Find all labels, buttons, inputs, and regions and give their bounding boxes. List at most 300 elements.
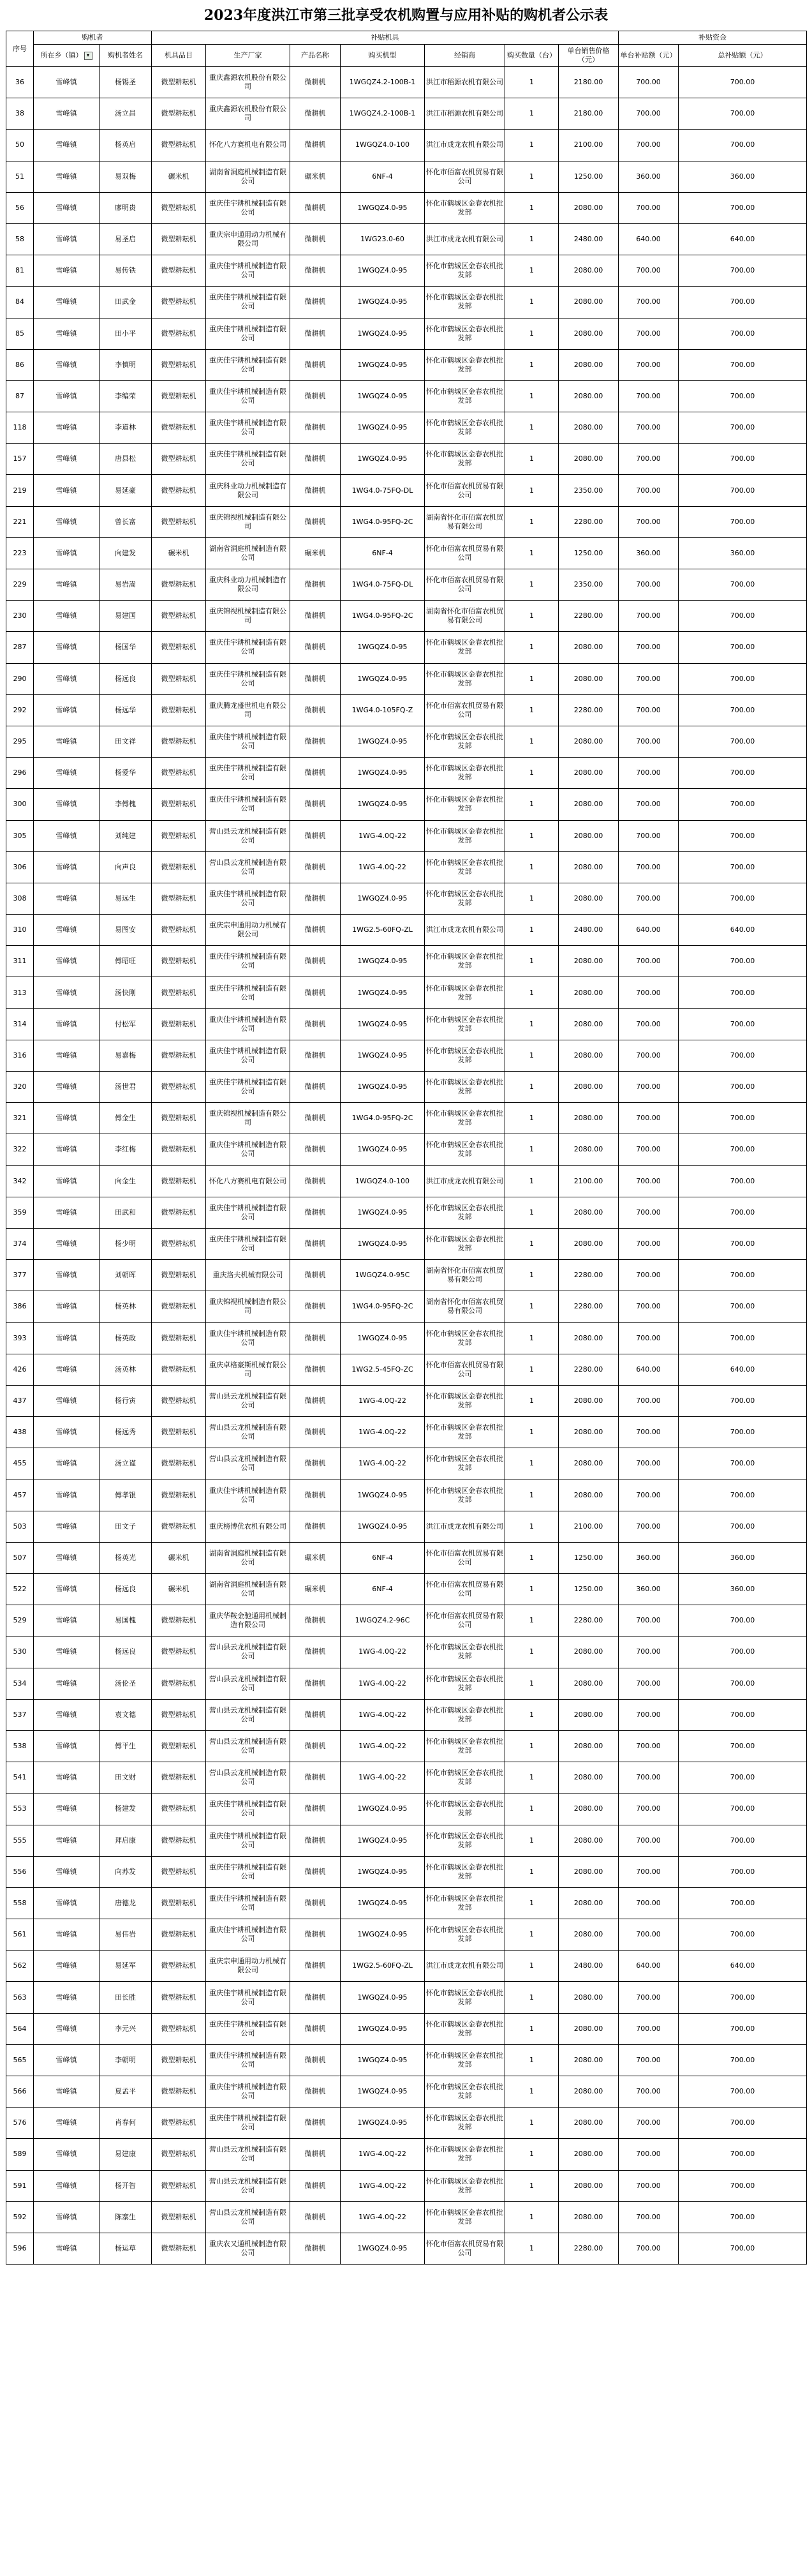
cell-town: 雪峰镇 <box>34 946 100 977</box>
cell-name: 田武金 <box>100 287 152 318</box>
cell-qty: 1 <box>505 1762 559 1793</box>
cell-unit-subsidy: 700.00 <box>619 1385 679 1416</box>
cell-town: 雪峰镇 <box>34 569 100 601</box>
header-group-fund: 补贴资金 <box>619 31 807 45</box>
cell-price: 2080.00 <box>559 883 619 914</box>
cell-unit-subsidy: 700.00 <box>619 2233 679 2264</box>
cell-product: 微耕机 <box>290 1793 341 1825</box>
cell-product: 微耕机 <box>290 1008 341 1040</box>
cell-item: 微型耕耘机 <box>152 2201 206 2233</box>
table-row <box>6 1197 807 1228</box>
cell-name: 田武和 <box>100 1197 152 1228</box>
cell-total-subsidy: 700.00 <box>679 1228 807 1259</box>
cell-total-subsidy: 700.00 <box>679 1417 807 1448</box>
cell-model: 1WGQZ4.0-95 <box>341 2044 425 2076</box>
cell-price: 2080.00 <box>559 1699 619 1730</box>
cell-product: 微耕机 <box>290 1448 341 1479</box>
cell-qty: 1 <box>505 632 559 663</box>
table-row <box>6 1448 807 1479</box>
cell-maker: 重庆佳宇耕机械制造有限公司 <box>206 2013 290 2044</box>
cell-qty: 1 <box>505 2044 559 2076</box>
cell-price: 2080.00 <box>559 1887 619 1919</box>
cell-model: 1WG4.0-75FQ-DL <box>341 569 425 601</box>
table-row <box>6 1825 807 1856</box>
cell-product: 微耕机 <box>290 506 341 537</box>
cell-qty: 1 <box>505 192 559 223</box>
table-row <box>6 161 807 192</box>
cell-town: 雪峰镇 <box>34 1919 100 1951</box>
cell-price: 2080.00 <box>559 663 619 694</box>
cell-dealer: 怀化市鹤城区金春农机批发部 <box>425 1668 505 1699</box>
cell-product: 微耕机 <box>290 1825 341 1856</box>
table-row <box>6 444 807 475</box>
cell-product: 微耕机 <box>290 2076 341 2108</box>
cell-maker: 营山县云龙机械制造有限公司 <box>206 1417 290 1448</box>
cell-qty: 1 <box>505 663 559 694</box>
cell-product: 微耕机 <box>290 223 341 255</box>
cell-dealer: 怀化市鹤城区金春农机批发部 <box>425 412 505 444</box>
cell-seq: 311 <box>6 946 34 977</box>
cell-model: 1WG-4.0Q-22 <box>341 1730 425 1762</box>
cell-price: 2280.00 <box>559 1354 619 1385</box>
cell-product: 微耕机 <box>290 2013 341 2044</box>
cell-model: 6NF-4 <box>341 1542 425 1573</box>
cell-dealer: 怀化市鹤城区金春农机批发部 <box>425 2076 505 2108</box>
cell-seq: 596 <box>6 2233 34 2264</box>
cell-seq: 374 <box>6 1228 34 1259</box>
cell-town: 雪峰镇 <box>34 2170 100 2201</box>
cell-item: 微型耕耘机 <box>152 1165 206 1197</box>
cell-seq: 51 <box>6 161 34 192</box>
cell-unit-subsidy: 700.00 <box>619 380 679 412</box>
cell-total-subsidy: 700.00 <box>679 2044 807 2076</box>
cell-qty: 1 <box>505 1825 559 1856</box>
cell-price: 2180.00 <box>559 98 619 130</box>
cell-maker: 重庆鑫源农机股份有限公司 <box>206 67 290 98</box>
cell-dealer: 怀化市佰富农机贸易有限公司 <box>425 161 505 192</box>
cell-price: 2080.00 <box>559 789 619 820</box>
table-row <box>6 883 807 914</box>
filter-dropdown-icon[interactable]: ▾ <box>84 52 92 60</box>
cell-model: 1WGQZ4.0-95 <box>341 255 425 287</box>
cell-seq: 290 <box>6 663 34 694</box>
cell-dealer: 怀化市鹤城区金春农机批发部 <box>425 632 505 663</box>
cell-qty: 1 <box>505 537 559 569</box>
cell-name: 傅昭旺 <box>100 946 152 977</box>
table-row <box>6 223 807 255</box>
cell-model: 1WG4.0-95FQ-2C <box>341 1103 425 1134</box>
cell-price: 2280.00 <box>559 1260 619 1291</box>
cell-total-subsidy: 700.00 <box>679 726 807 757</box>
cell-qty: 1 <box>505 287 559 318</box>
cell-name: 李编荣 <box>100 380 152 412</box>
cell-model: 1WG-4.0Q-22 <box>341 1417 425 1448</box>
cell-total-subsidy: 700.00 <box>679 1511 807 1542</box>
cell-product: 微耕机 <box>290 2108 341 2139</box>
cell-town: 雪峰镇 <box>34 1825 100 1856</box>
cell-seq: 320 <box>6 1072 34 1103</box>
cell-total-subsidy: 700.00 <box>679 569 807 601</box>
cell-total-subsidy: 700.00 <box>679 1668 807 1699</box>
cell-dealer: 怀化市鹤城区金春农机批发部 <box>425 1825 505 1856</box>
table-row <box>6 663 807 694</box>
cell-price: 2280.00 <box>559 1605 619 1636</box>
cell-seq: 564 <box>6 2013 34 2044</box>
cell-dealer: 怀化市鹤城区金春农机批发部 <box>425 349 505 380</box>
cell-maker: 营山县云龙机械制造有限公司 <box>206 1762 290 1793</box>
cell-seq: 86 <box>6 349 34 380</box>
cell-qty: 1 <box>505 1165 559 1197</box>
cell-unit-subsidy: 700.00 <box>619 1417 679 1448</box>
cell-name: 李道林 <box>100 412 152 444</box>
cell-name: 袁文德 <box>100 1699 152 1730</box>
cell-unit-subsidy: 700.00 <box>619 2013 679 2044</box>
cell-product: 微耕机 <box>290 1605 341 1636</box>
cell-total-subsidy: 700.00 <box>679 1636 807 1668</box>
cell-dealer: 洪江市成龙农机有限公司 <box>425 1165 505 1197</box>
cell-total-subsidy: 700.00 <box>679 444 807 475</box>
cell-name: 田文子 <box>100 1511 152 1542</box>
cell-qty: 1 <box>505 2013 559 2044</box>
cell-unit-subsidy: 640.00 <box>619 1951 679 1982</box>
cell-name: 向建发 <box>100 537 152 569</box>
cell-item: 微型耕耘机 <box>152 2233 206 2264</box>
cell-dealer: 湖南省怀化市佰富农机贸易有限公司 <box>425 1291 505 1322</box>
cell-name: 杨英政 <box>100 1322 152 1354</box>
cell-item: 微型耕耘机 <box>152 2013 206 2044</box>
cell-qty: 1 <box>505 1354 559 1385</box>
cell-town: 雪峰镇 <box>34 130 100 161</box>
cell-dealer: 怀化市鹤城区金春农机批发部 <box>425 1322 505 1354</box>
cell-qty: 1 <box>505 977 559 1008</box>
cell-price: 1250.00 <box>559 537 619 569</box>
table-row <box>6 2013 807 2044</box>
cell-price: 2080.00 <box>559 1982 619 2013</box>
cell-maker: 重庆华鞍金驰通用机械制造有限公司 <box>206 1605 290 1636</box>
cell-price: 2080.00 <box>559 977 619 1008</box>
cell-maker: 营山县云龙机械制造有限公司 <box>206 1448 290 1479</box>
cell-dealer: 怀化市佰富农机贸易有限公司 <box>425 569 505 601</box>
cell-price: 2080.00 <box>559 192 619 223</box>
cell-item: 微型耕耘机 <box>152 67 206 98</box>
cell-seq: 377 <box>6 1260 34 1291</box>
cell-unit-subsidy: 700.00 <box>619 2139 679 2170</box>
cell-product: 微耕机 <box>290 883 341 914</box>
cell-unit-subsidy: 700.00 <box>619 255 679 287</box>
cell-town: 雪峰镇 <box>34 601 100 632</box>
cell-dealer: 怀化市鹤城区金春农机批发部 <box>425 1103 505 1134</box>
cell-dealer: 怀化市鹤城区金春农机批发部 <box>425 1982 505 2013</box>
cell-unit-subsidy: 700.00 <box>619 946 679 977</box>
table-row <box>6 318 807 349</box>
cell-town: 雪峰镇 <box>34 1165 100 1197</box>
table-row <box>6 1511 807 1542</box>
cell-town: 雪峰镇 <box>34 2044 100 2076</box>
table-row <box>6 380 807 412</box>
cell-dealer: 怀化市鹤城区金春农机批发部 <box>425 2201 505 2233</box>
cell-dealer: 怀化市鹤城区金春农机批发部 <box>425 1636 505 1668</box>
cell-item: 微型耕耘机 <box>152 632 206 663</box>
cell-total-subsidy: 700.00 <box>679 694 807 726</box>
cell-dealer: 怀化市鹤城区金春农机批发部 <box>425 1228 505 1259</box>
cell-product: 微耕机 <box>290 1134 341 1165</box>
cell-product: 微耕机 <box>290 601 341 632</box>
cell-dealer: 怀化市鹤城区金春农机批发部 <box>425 1134 505 1165</box>
cell-product: 微耕机 <box>290 946 341 977</box>
cell-unit-subsidy: 700.00 <box>619 663 679 694</box>
cell-model: 1WGQZ4.0-100 <box>341 1165 425 1197</box>
cell-qty: 1 <box>505 946 559 977</box>
cell-town: 雪峰镇 <box>34 1668 100 1699</box>
cell-maker: 重庆宗申通用动力机械有限公司 <box>206 915 290 946</box>
cell-seq: 314 <box>6 1008 34 1040</box>
cell-model: 6NF-4 <box>341 161 425 192</box>
table-row <box>6 820 807 851</box>
cell-model: 1WGQZ4.2-96C <box>341 1605 425 1636</box>
header-item: 机具品目 <box>152 45 206 67</box>
cell-product: 微耕机 <box>290 287 341 318</box>
cell-item: 微型耕耘机 <box>152 1479 206 1511</box>
cell-name: 杨英光 <box>100 1542 152 1573</box>
cell-item: 微型耕耘机 <box>152 412 206 444</box>
cell-item: 微型耕耘机 <box>152 851 206 883</box>
table-row <box>6 726 807 757</box>
cell-product: 碾米机 <box>290 161 341 192</box>
cell-qty: 1 <box>505 1260 559 1291</box>
cell-item: 微型耕耘机 <box>152 2076 206 2108</box>
cell-town: 雪峰镇 <box>34 1291 100 1322</box>
cell-qty: 1 <box>505 1072 559 1103</box>
cell-product: 微耕机 <box>290 412 341 444</box>
cell-town: 雪峰镇 <box>34 412 100 444</box>
cell-total-subsidy: 700.00 <box>679 1856 807 1887</box>
cell-town: 雪峰镇 <box>34 1605 100 1636</box>
cell-unit-subsidy: 700.00 <box>619 1040 679 1071</box>
cell-model: 1WG-4.0Q-22 <box>341 1636 425 1668</box>
cell-qty: 1 <box>505 2201 559 2233</box>
cell-unit-subsidy: 700.00 <box>619 1793 679 1825</box>
cell-town: 雪峰镇 <box>34 67 100 98</box>
cell-unit-subsidy: 700.00 <box>619 2108 679 2139</box>
cell-product: 微耕机 <box>290 1479 341 1511</box>
cell-item: 微型耕耘机 <box>152 349 206 380</box>
table-row <box>6 1354 807 1385</box>
cell-model: 1WG4.0-75FQ-DL <box>341 475 425 506</box>
table-row <box>6 2201 807 2233</box>
cell-unit-subsidy: 700.00 <box>619 1762 679 1793</box>
cell-dealer: 怀化市鹤城区金春农机批发部 <box>425 1040 505 1071</box>
cell-total-subsidy: 700.00 <box>679 1605 807 1636</box>
cell-town: 雪峰镇 <box>34 444 100 475</box>
cell-model: 1WGQZ4.0-95 <box>341 632 425 663</box>
cell-model: 1WGQZ4.0-95 <box>341 2108 425 2139</box>
cell-maker: 重庆佳宇耕机械制造有限公司 <box>206 2044 290 2076</box>
cell-total-subsidy: 700.00 <box>679 98 807 130</box>
cell-model: 1WGQZ4.0-95 <box>341 1322 425 1354</box>
table-row <box>6 1919 807 1951</box>
cell-maker: 重庆榜博优农机有限公司 <box>206 1511 290 1542</box>
cell-dealer: 洪江市稻源农机有限公司 <box>425 67 505 98</box>
cell-name: 傅孝银 <box>100 1479 152 1511</box>
cell-town: 雪峰镇 <box>34 726 100 757</box>
header-qty: 购买数量（台） <box>505 45 559 67</box>
header-group-subsidy: 补贴机具 <box>152 31 619 45</box>
cell-price: 2080.00 <box>559 1385 619 1416</box>
cell-price: 2080.00 <box>559 632 619 663</box>
cell-model: 1WG-4.0Q-22 <box>341 1762 425 1793</box>
table-row <box>6 601 807 632</box>
cell-unit-subsidy: 640.00 <box>619 915 679 946</box>
cell-total-subsidy: 700.00 <box>679 1919 807 1951</box>
cell-unit-subsidy: 700.00 <box>619 2044 679 2076</box>
table-row <box>6 349 807 380</box>
cell-total-subsidy: 700.00 <box>679 601 807 632</box>
cell-seq: 386 <box>6 1291 34 1322</box>
cell-seq: 541 <box>6 1762 34 1793</box>
cell-maker: 重庆佳宇耕机械制造有限公司 <box>206 977 290 1008</box>
cell-seq: 292 <box>6 694 34 726</box>
cell-model: 1WGQZ4.0-95 <box>341 1479 425 1511</box>
cell-name: 向苏发 <box>100 1856 152 1887</box>
cell-name: 李红梅 <box>100 1134 152 1165</box>
cell-town: 雪峰镇 <box>34 1887 100 1919</box>
cell-product: 微耕机 <box>290 1668 341 1699</box>
cell-town: 雪峰镇 <box>34 883 100 914</box>
cell-name: 杨远秀 <box>100 1417 152 1448</box>
cell-model: 1WG4.0-95FQ-2C <box>341 1291 425 1322</box>
cell-maker: 营山县云龙机械制造有限公司 <box>206 2139 290 2170</box>
cell-town: 雪峰镇 <box>34 1385 100 1416</box>
cell-maker: 重庆佳宇耕机械制造有限公司 <box>206 1479 290 1511</box>
cell-unit-subsidy: 700.00 <box>619 789 679 820</box>
cell-unit-subsidy: 360.00 <box>619 1542 679 1573</box>
cell-model: 1WGQZ4.0-95 <box>341 1228 425 1259</box>
cell-seq: 530 <box>6 1636 34 1668</box>
cell-seq: 426 <box>6 1354 34 1385</box>
cell-name: 易远生 <box>100 883 152 914</box>
cell-name: 汤立谨 <box>100 1448 152 1479</box>
cell-seq: 85 <box>6 318 34 349</box>
cell-price: 2080.00 <box>559 2139 619 2170</box>
cell-total-subsidy: 700.00 <box>679 506 807 537</box>
cell-model: 1WGQZ4.0-95 <box>341 1856 425 1887</box>
cell-seq: 529 <box>6 1605 34 1636</box>
cell-price: 2080.00 <box>559 1919 619 1951</box>
cell-town: 雪峰镇 <box>34 820 100 851</box>
cell-unit-subsidy: 700.00 <box>619 1322 679 1354</box>
cell-model: 1WGQZ4.0-95 <box>341 287 425 318</box>
cell-model: 1WG4.0-95FQ-2C <box>341 506 425 537</box>
cell-price: 2280.00 <box>559 601 619 632</box>
cell-seq: 316 <box>6 1040 34 1071</box>
table-row <box>6 130 807 161</box>
cell-unit-subsidy: 700.00 <box>619 1165 679 1197</box>
cell-unit-subsidy: 700.00 <box>619 2076 679 2108</box>
cell-name: 田长胜 <box>100 1982 152 2013</box>
cell-seq: 310 <box>6 915 34 946</box>
table-row <box>6 1072 807 1103</box>
cell-qty: 1 <box>505 2139 559 2170</box>
cell-town: 雪峰镇 <box>34 915 100 946</box>
cell-total-subsidy: 700.00 <box>679 1040 807 1071</box>
cell-product: 微耕机 <box>290 1887 341 1919</box>
cell-name: 杨英林 <box>100 1291 152 1322</box>
cell-total-subsidy: 700.00 <box>679 632 807 663</box>
cell-unit-subsidy: 700.00 <box>619 2201 679 2233</box>
cell-item: 微型耕耘机 <box>152 1385 206 1416</box>
cell-price: 2080.00 <box>559 1040 619 1071</box>
table-row <box>6 1542 807 1573</box>
cell-dealer: 怀化市鹤城区金春农机批发部 <box>425 1887 505 1919</box>
cell-maker: 重庆佳宇耕机械制造有限公司 <box>206 1856 290 1887</box>
cell-town: 雪峰镇 <box>34 2013 100 2044</box>
cell-seq: 537 <box>6 1699 34 1730</box>
cell-maker: 重庆佳宇耕机械制造有限公司 <box>206 412 290 444</box>
cell-price: 2080.00 <box>559 2108 619 2139</box>
cell-item: 微型耕耘机 <box>152 1103 206 1134</box>
cell-name: 田文祥 <box>100 726 152 757</box>
cell-product: 微耕机 <box>290 1856 341 1887</box>
table-row <box>6 1699 807 1730</box>
cell-total-subsidy: 640.00 <box>679 223 807 255</box>
cell-seq: 359 <box>6 1197 34 1228</box>
cell-product: 微耕机 <box>290 130 341 161</box>
cell-total-subsidy: 700.00 <box>679 946 807 977</box>
cell-total-subsidy: 640.00 <box>679 1354 807 1385</box>
cell-dealer: 洪江市成龙农机有限公司 <box>425 223 505 255</box>
cell-maker: 重庆佳宇耕机械制造有限公司 <box>206 946 290 977</box>
cell-town: 雪峰镇 <box>34 2233 100 2264</box>
cell-maker: 重庆佳宇耕机械制造有限公司 <box>206 380 290 412</box>
cell-unit-subsidy: 700.00 <box>619 694 679 726</box>
cell-item: 微型耕耘机 <box>152 1636 206 1668</box>
cell-model: 1WGQZ4.0-95 <box>341 1825 425 1856</box>
cell-unit-subsidy: 700.00 <box>619 1260 679 1291</box>
cell-maker: 重庆宗申通用动力机械有限公司 <box>206 223 290 255</box>
cell-maker: 重庆佳宇耕机械制造有限公司 <box>206 287 290 318</box>
cell-model: 1WG4.0-105FQ-Z <box>341 694 425 726</box>
cell-price: 2080.00 <box>559 2013 619 2044</box>
cell-unit-subsidy: 700.00 <box>619 506 679 537</box>
cell-seq: 118 <box>6 412 34 444</box>
cell-model: 1WG-4.0Q-22 <box>341 1699 425 1730</box>
cell-seq: 457 <box>6 1479 34 1511</box>
cell-qty: 1 <box>505 1103 559 1134</box>
cell-total-subsidy: 700.00 <box>679 758 807 789</box>
cell-unit-subsidy: 700.00 <box>619 1636 679 1668</box>
cell-model: 1WGQZ4.2-100B-1 <box>341 98 425 130</box>
cell-town: 雪峰镇 <box>34 349 100 380</box>
cell-product: 微耕机 <box>290 2139 341 2170</box>
cell-unit-subsidy: 640.00 <box>619 223 679 255</box>
cell-total-subsidy: 700.00 <box>679 663 807 694</box>
cell-town: 雪峰镇 <box>34 287 100 318</box>
cell-dealer: 怀化市鹤城区金春农机批发部 <box>425 1197 505 1228</box>
cell-dealer: 怀化市鹤城区金春农机批发部 <box>425 663 505 694</box>
cell-product: 微耕机 <box>290 915 341 946</box>
cell-product: 微耕机 <box>290 663 341 694</box>
cell-product: 微耕机 <box>290 2233 341 2264</box>
cell-name: 杨英启 <box>100 130 152 161</box>
cell-dealer: 怀化市鹤城区金春农机批发部 <box>425 1762 505 1793</box>
cell-item: 微型耕耘机 <box>152 1887 206 1919</box>
cell-total-subsidy: 700.00 <box>679 2201 807 2233</box>
cell-unit-subsidy: 700.00 <box>619 1072 679 1103</box>
cell-product: 微耕机 <box>290 2201 341 2233</box>
cell-seq: 534 <box>6 1668 34 1699</box>
cell-product: 微耕机 <box>290 1730 341 1762</box>
cell-town: 雪峰镇 <box>34 1542 100 1573</box>
